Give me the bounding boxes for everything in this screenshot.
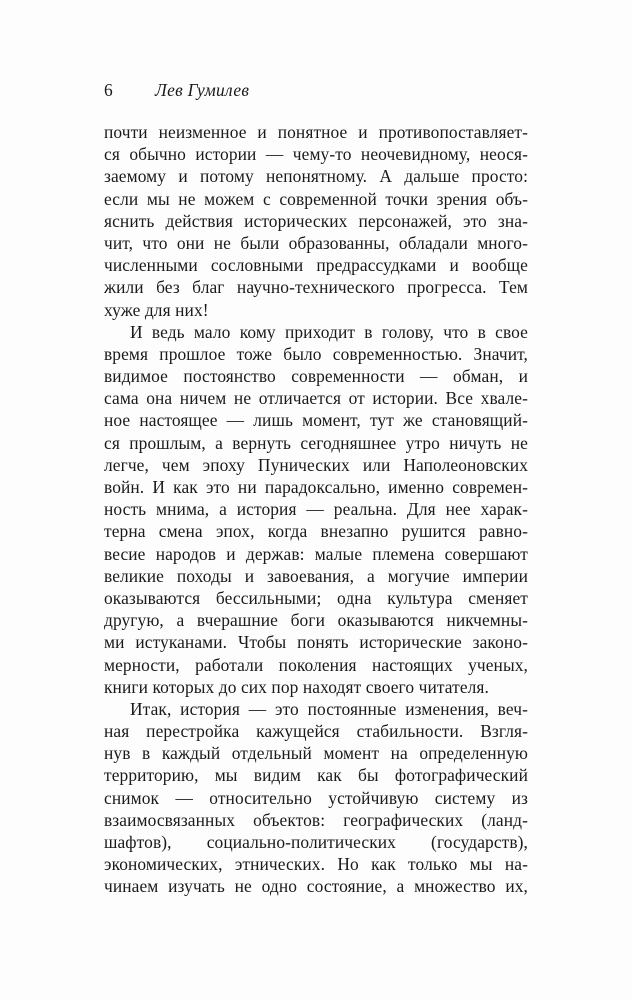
text-line: ся обычно истории — чему-то неочевидному, неося- (104, 144, 528, 165)
page-number: 6 (104, 80, 113, 100)
text-line: заемому и потому непонятному. А дальше просто: (104, 166, 528, 187)
text-line: Итак, история — это постоянные изменения, веч- (130, 698, 528, 719)
text-line: другую, а вчерашние боги оказываются никчемны- (104, 610, 528, 631)
text-line: сама она ничем не отличается от истории. Все хвале- (104, 388, 528, 409)
text-line: экономических, этнических. Но как только мы на- (104, 854, 528, 875)
text-line: почти неизменное и понятное и противопоставляет- (104, 122, 528, 142)
text-line: книги которых до сих пор находят своего читателя. (104, 676, 489, 697)
text-line: ная перестройка кажущейся стабильности. Взгля- (104, 721, 528, 742)
paragraph-1 (104, 121, 528, 321)
text-line: снимок — относительно устойчивую систему из (104, 787, 528, 808)
text-line: взаимосвязанных объектов: географических (ланд- (104, 809, 528, 830)
text-line: ся прошлым, а вернуть сегодняшнее утро ничуть не (104, 432, 528, 453)
text-line: чит, что они не были образованны, обладали много- (104, 232, 528, 253)
text-line: ное настоящее — лишь момент, тут же становящий- (104, 410, 528, 431)
text-line: терна смена эпох, когда внезапно рушится равно- (104, 521, 528, 542)
text-line: легче, чем эпоху Пунических или Наполеоновских (104, 454, 528, 475)
text-line: войн. И как это ни парадоксально, именно современ- (104, 477, 528, 497)
text-line: яснить действия исторических персонажей, это зна- (104, 210, 528, 231)
paragraph-2 (104, 321, 528, 698)
text-line: ми истуканами. Чтобы понять исторические законо- (104, 632, 528, 653)
running-header-author: Лев Гумилев (155, 80, 250, 100)
running-header (104, 80, 528, 100)
text-line: жили без благ научно-технического прогресса. Тем (104, 277, 528, 298)
text-line: нув в каждый отдельный момент на определенную (104, 743, 528, 764)
text-line: весие народов и держав: малые племена совершают (104, 543, 528, 564)
text-line: хуже для них! (104, 299, 209, 320)
text-line: мерности, работали поколения настоящих ученых, (104, 654, 528, 675)
text-line: оказываются бессильными; одна культура сменяет (104, 587, 528, 608)
text-line: шафтов), социально-политических (государств), (104, 832, 528, 852)
text-line: территорию, мы видим как бы фотографический (104, 765, 528, 786)
text-line: чинаем изучать не одно состояние, а множество их, (104, 876, 528, 897)
paragraph-3 (104, 698, 528, 898)
text-line: если мы не можем с современной точки зрения объ- (104, 188, 528, 209)
text-line: видимое постоянство современности — обман, и (104, 366, 528, 387)
text-line: великие походы и завоевания, а могучие империи (104, 565, 528, 586)
text-line: численными сословными предрассудками и вообще (104, 255, 528, 276)
text-line: время прошлое тоже было современностью. Значит, (104, 343, 528, 364)
text-line: И ведь мало кому приходит в голову, что в свое (130, 321, 528, 342)
text-line: ность мнима, а история — реальна. Для нее харак- (104, 499, 528, 520)
body-text (104, 121, 528, 898)
